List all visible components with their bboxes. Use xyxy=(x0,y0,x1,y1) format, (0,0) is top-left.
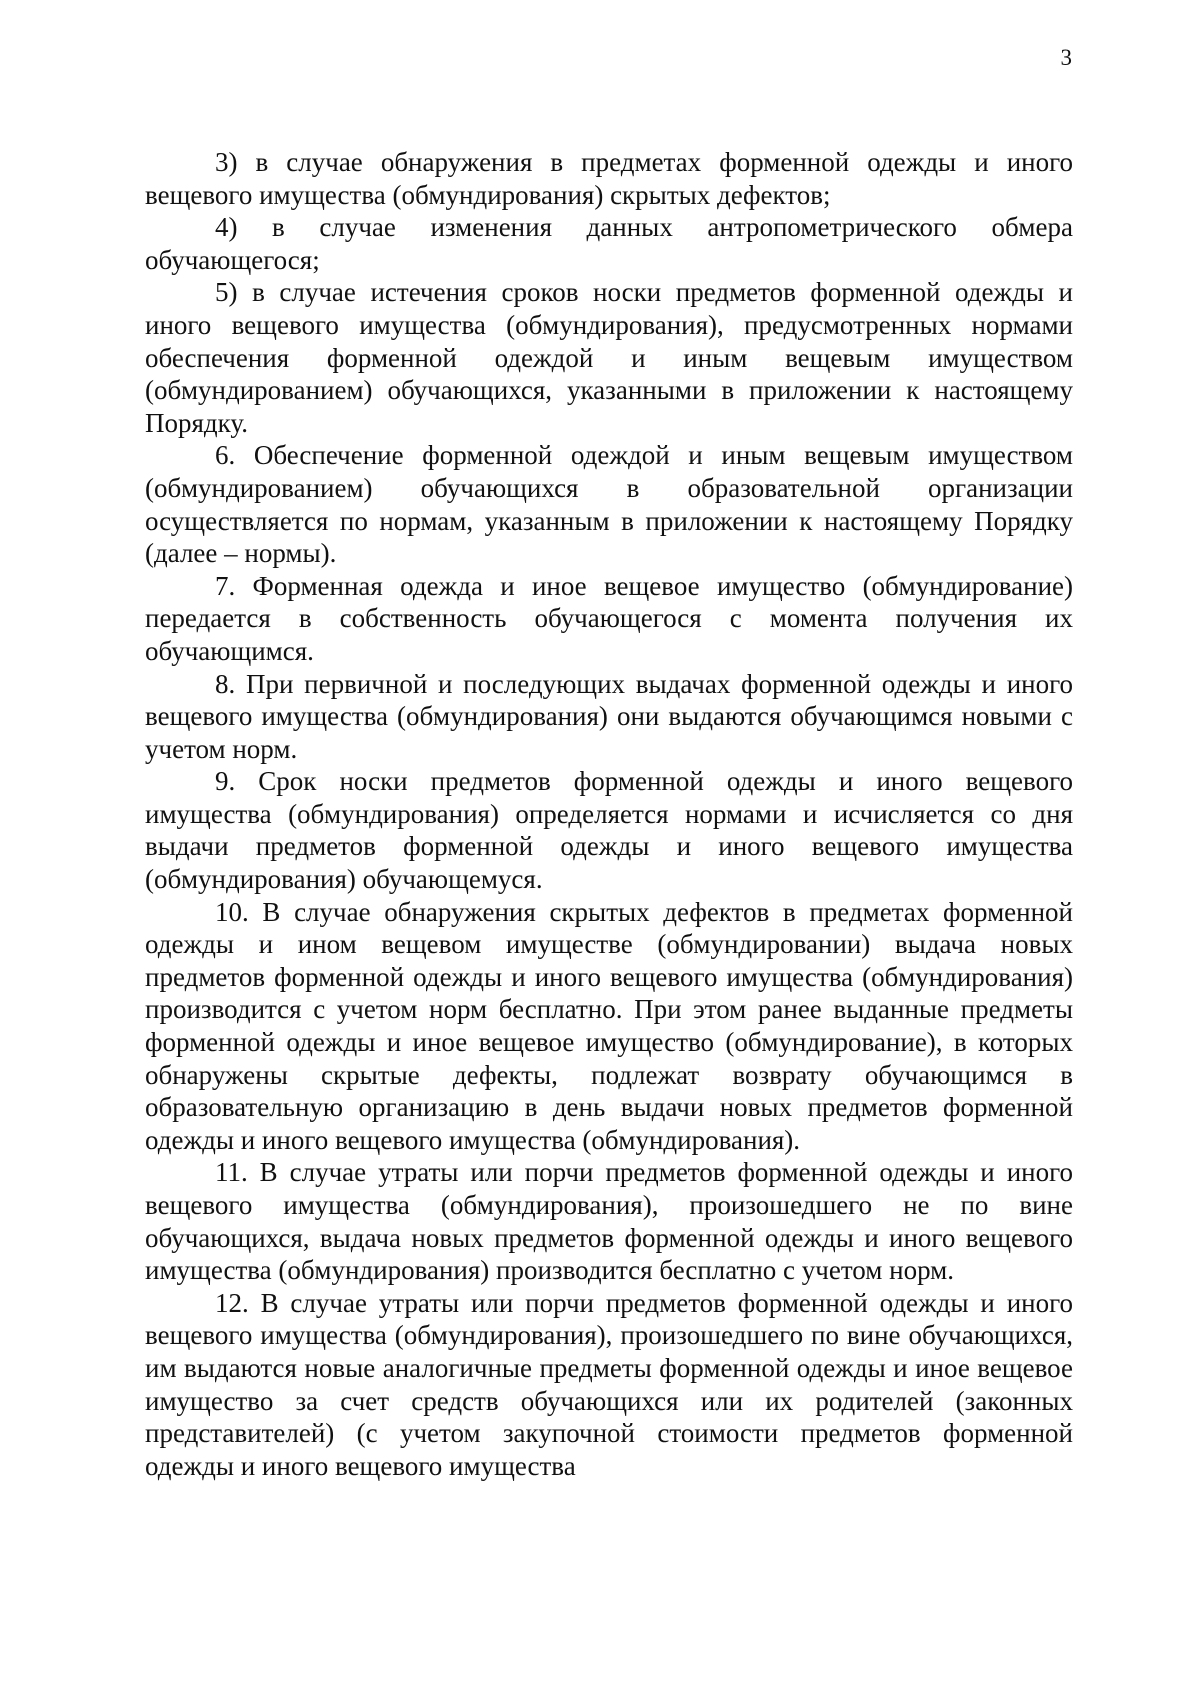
paragraph-7: 7. Форменная одежда и иное вещевое имущество (обмундирование) передается в собственность обучающегося с момента получения их обучающимся. xyxy=(145,570,1073,666)
paragraph-item-3: 3) в случае обнаружения в предметах форменной одежды и иного вещевого имущества (обмундирования) скрытых дефектов; xyxy=(145,147,1073,210)
paragraph-8: 8. При первичной и последующих выдачах форменной одежды и иного вещевого имущества (обмундирования) они выдаются обучающимся новыми с учетом норм. xyxy=(145,668,1073,764)
page-number: 3 xyxy=(1060,45,1072,70)
paragraph-6: 6. Обеспечение форменной одеждой и иным вещевым имуществом (обмундированием) обучающихся в образовательной организации осуществляется по нормам, указанным в приложении к настоящему Порядку (далее – нормы). xyxy=(145,440,1073,569)
paragraph-9: 9. Срок носки предметов форменной одежды и иного вещевого имущества (обмундирования) определяется нормами и исчисляется со дня выдачи предметов форменной одежды и иного вещевого имущества (обмундирования) обучающемуся. xyxy=(145,766,1073,895)
document-body xyxy=(145,146,1073,1482)
paragraph-12: 12. В случае утраты или порчи предметов форменной одежды и иного вещевого имущества (обмундирования), произошедшего по вине обучающихся, им выдаются новые аналогичные предметы форменной одежды и иное вещевое имущество за счет средств обучающихся или их родителей (законных представителей) (с учетом закупочной стоимости предметов форменной одежды и иного вещевого имущества xyxy=(145,1287,1073,1481)
paragraph-10: 10. В случае обнаружения скрытых дефектов в предметах форменной одежды и ином вещевом имуществе (обмундировании) выдача новых предметов форменной одежды и иного вещевого имущества (обмундирования) производится с учетом норм бесплатно. При этом ранее выданные предметы форменной одежды и иное вещевое имущество (обмундирование), в которых обнаружены скрытые дефекты, подлежат возврату обучающимся в образовательную организацию в день выдачи новых предметов форменной одежды и иного вещевого имущества (обмундирования). xyxy=(145,896,1073,1155)
paragraph-11: 11. В случае утраты или порчи предметов форменной одежды и иного вещевого имущества (обмундирования), произошедшего не по вине обучающихся, выдача новых предметов форменной одежды и иного вещевого имущества (обмундирования) производится бесплатно с учетом норм. xyxy=(145,1157,1073,1286)
paragraph-item-4: 4) в случае изменения данных антропометрического обмера обучающегося; xyxy=(145,212,1073,275)
paragraph-item-5: 5) в случае истечения сроков носки предметов форменной одежды и иного вещевого имущества (обмундирования), предусмотренных нормами обеспечения форменной одеждой и иным вещевым имуществом (обмундированием) обучающихся, указанными в приложении к настоящему Порядку. xyxy=(145,277,1073,438)
